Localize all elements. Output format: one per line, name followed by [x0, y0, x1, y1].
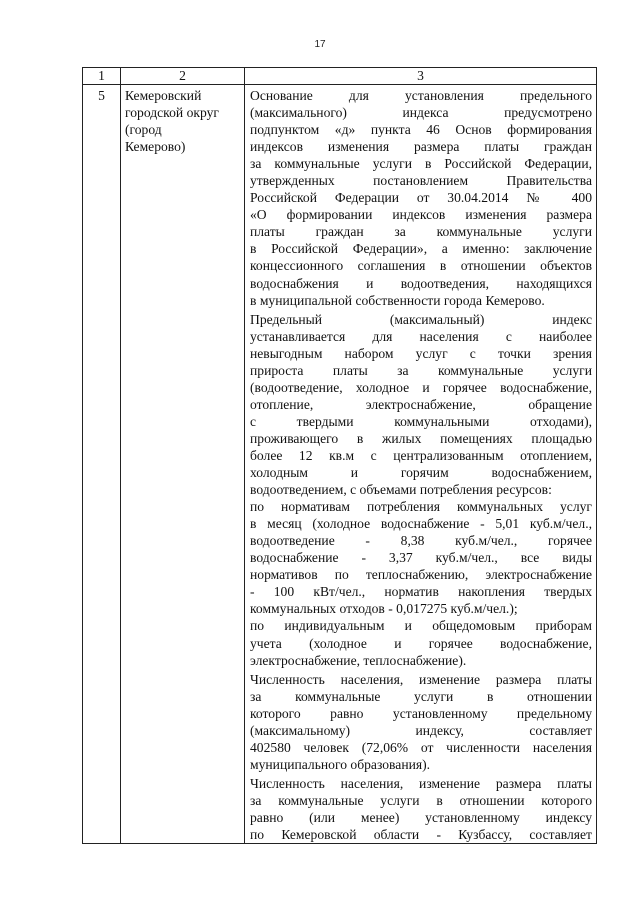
text-line: (водоотведение, холодное и горячее водоснабжение,: [250, 379, 592, 395]
text-line: концессионного соглашения в отношении объектов: [250, 258, 592, 274]
text-line: утвержденных постановлением Правительства: [250, 173, 592, 189]
page-number: 17: [314, 39, 326, 50]
text-line: учета (холодное и горячее водоснабжение,: [250, 635, 592, 651]
text-line: в месяц (холодное водоснабжение - 5,01 куб.м/чел.,: [250, 516, 592, 532]
text-line: Российской Федерации от 30.04.2014 № 400: [250, 190, 592, 206]
text-line: водоотведением, с объемами потребления ресурсов:: [250, 482, 552, 498]
text-line: Основание для установления предельного: [250, 88, 592, 103]
paragraph-basis: [250, 87, 592, 309]
municipality-cell: [121, 85, 245, 844]
text-line: «О формировании индексов изменения размера: [250, 207, 592, 223]
text-line: в Российской Федерации», а именно: заключение: [250, 241, 592, 257]
text-line: в муниципальной собственности города Кемерово.: [250, 292, 545, 308]
text-line: за коммунальные услуги в отношении: [250, 688, 592, 704]
text-line: нормативов по теплоснабжению, электроснабжение: [250, 567, 592, 583]
text-line: холодным и горячим водоснабжением,: [250, 465, 592, 481]
text-line: более 12 кв.м с централизованным отоплением,: [250, 447, 592, 463]
text-line: устанавливается для населения с наиболее: [250, 328, 592, 344]
text-line: муниципального образования).: [250, 756, 431, 772]
paragraph-consumption: [250, 311, 592, 669]
text-line: невыгодным набором услуг с точки зрения: [250, 345, 592, 361]
text-line: - 100 кВт/чел., норматив накопления твердых: [250, 584, 592, 600]
text-line: прироста платы за коммунальные услуги: [250, 362, 592, 378]
text-line: 402580 человек (72,06% от численности населения: [250, 739, 592, 755]
text-line: подпунктом «д» пункта 46 Основ формирования: [250, 122, 592, 138]
municipality-line: городской округ: [125, 105, 219, 121]
text-line: с твердыми коммунальными отходами),: [250, 413, 592, 429]
justification-cell: [245, 85, 597, 844]
text-line: водоотведение - 8,38 куб.м/чел., горячее: [250, 533, 592, 549]
text-line: Численность населения, изменение размера платы: [250, 775, 592, 791]
row-number: 5: [83, 85, 121, 844]
municipality-line: (город: [125, 122, 162, 138]
text-line: по Кемеровской области - Кузбассу, составляет: [250, 827, 592, 843]
text-line: за коммунальные услуги в отношении которого: [250, 792, 592, 808]
paragraph-population-equal: [250, 671, 592, 773]
text-line: Предельный (максимальный) индекс: [250, 311, 592, 327]
text-line: Численность населения, изменение размера платы: [250, 671, 592, 687]
text-line: индексов изменения размера платы граждан: [250, 139, 592, 155]
text-line: водоснабжение - 3,37 куб.м/чел., все виды: [250, 550, 592, 566]
header-col-1: 1: [83, 68, 121, 85]
text-line: проживающего в жилых помещениях площадью: [250, 430, 592, 446]
text-line: по нормативам потребления коммунальных услуг: [250, 499, 592, 515]
text-line: коммунальных отходов - 0,017275 куб.м/чел.);: [250, 601, 518, 617]
text-line: водоснабжения и водоотведения, находящихся: [250, 275, 592, 291]
text-line: равно (или менее) установленному индексу: [250, 809, 592, 825]
municipality-line: Кемерово): [125, 139, 186, 155]
text-line: (максимального) индекса предусмотрено: [250, 105, 592, 121]
table-header-row: [83, 68, 597, 85]
municipality-line: Кемеровский: [125, 88, 202, 103]
header-col-3: 3: [245, 68, 597, 85]
tariff-index-table: [82, 67, 597, 844]
text-line: отопление, электроснабжение, обращение: [250, 396, 592, 412]
text-line: по индивидуальным и общедомовым приборам: [250, 618, 592, 634]
text-line: (максимальному) индексу, составляет: [250, 722, 592, 738]
header-col-2: 2: [121, 68, 245, 85]
text-line: которого равно установленному предельному: [250, 705, 592, 721]
text-line: за коммунальные услуги в Российской Федерации,: [250, 156, 592, 172]
table-row: [83, 85, 597, 844]
paragraph-population-regional: [250, 775, 592, 843]
text-line: платы граждан за коммунальные услуги: [250, 224, 592, 240]
text-line: электроснабжение, теплоснабжение).: [250, 652, 467, 668]
